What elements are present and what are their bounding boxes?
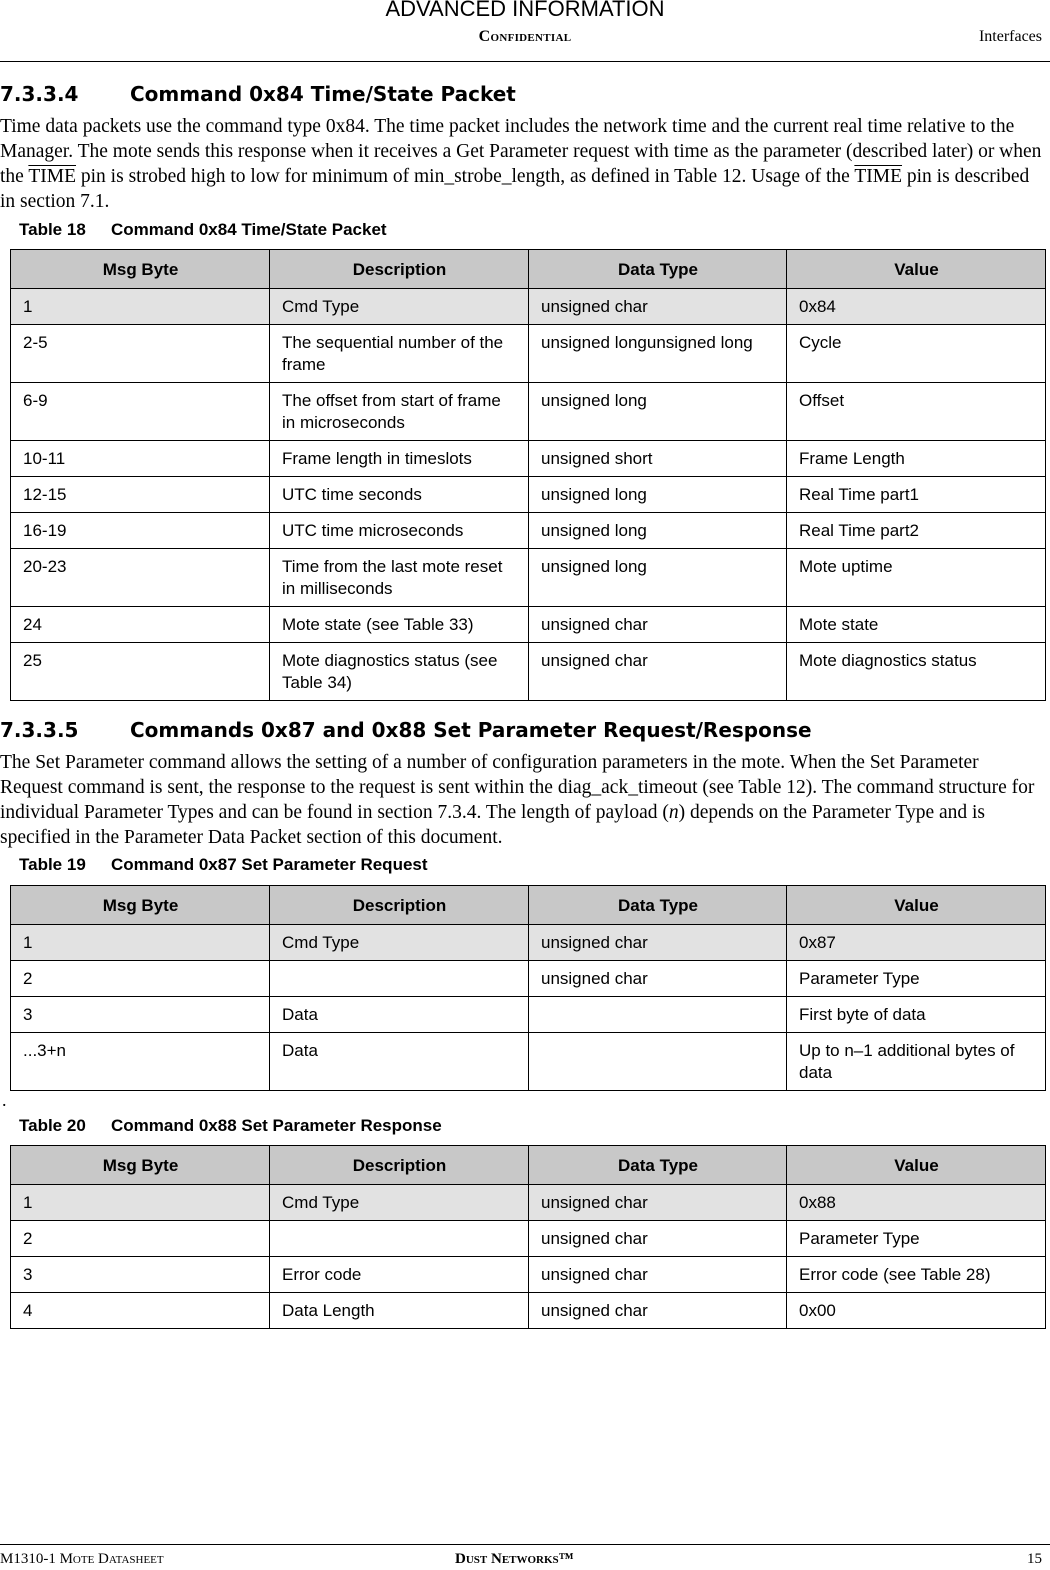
time-pin-name: TIME (854, 166, 903, 187)
table-cell: 0x87 (787, 925, 1046, 961)
table-cell: 1 (11, 1185, 270, 1221)
table-title: Command 0x88 Set Parameter Response (111, 1116, 442, 1135)
confidential-label: Confidential (478, 28, 572, 45)
section-number: 7.3.3.5 (0, 718, 79, 742)
column-header: Msg Byte (11, 886, 270, 925)
table-cell: unsigned char (529, 643, 787, 701)
table-20 (10, 1145, 1046, 1329)
table-title: Command 0x87 Set Parameter Request (111, 855, 428, 874)
table-cell: 6-9 (11, 383, 270, 441)
table-cell: 0x84 (787, 289, 1046, 325)
table-row (11, 643, 1046, 701)
table-cell: Mote diagnostics status (787, 643, 1046, 701)
table-cell: The sequential number of the frame (270, 325, 529, 383)
column-header: Description (270, 886, 529, 925)
table-cell: Cmd Type (270, 1185, 529, 1221)
table-row (11, 1185, 1046, 1221)
table-cell: unsigned long (529, 549, 787, 607)
table-cell: unsigned char (529, 925, 787, 961)
table-cell: Mote state (787, 607, 1046, 643)
table-row (11, 383, 1046, 441)
table-cell: 0x88 (787, 1185, 1046, 1221)
table-cell: Cmd Type (270, 925, 529, 961)
table-cell: unsigned char (529, 289, 787, 325)
table-cell: 25 (11, 643, 270, 701)
column-header: Value (787, 250, 1046, 289)
section-heading-7-3-3-4 (0, 82, 516, 106)
page-number: 15 (1027, 1551, 1042, 1567)
table-cell (270, 1221, 529, 1257)
table-row (11, 1257, 1046, 1293)
table-cell: unsigned short (529, 441, 787, 477)
table-row (11, 441, 1046, 477)
table-cell: Mote state (see Table 33) (270, 607, 529, 643)
table-cell: Time from the last mote reset in milliseconds (270, 549, 529, 607)
table-number: Table 18 (19, 220, 86, 239)
column-header: Msg Byte (11, 250, 270, 289)
table-cell: unsigned char (529, 1257, 787, 1293)
table-cell: Offset (787, 383, 1046, 441)
column-header: Data Type (529, 1146, 787, 1185)
column-header: Description (270, 250, 529, 289)
table-cell: Parameter Type (787, 961, 1046, 997)
table-cell (529, 997, 787, 1033)
footer-rule (0, 1544, 1050, 1545)
column-header: Value (787, 886, 1046, 925)
table-cell: unsigned long (529, 477, 787, 513)
table-row (11, 1293, 1046, 1329)
table-cell: 3 (11, 997, 270, 1033)
column-header: Msg Byte (11, 1146, 270, 1185)
table-row (11, 607, 1046, 643)
table-cell: 0x00 (787, 1293, 1046, 1329)
table-cell: 24 (11, 607, 270, 643)
table-cell: unsigned char (529, 607, 787, 643)
table-cell: 2 (11, 1221, 270, 1257)
table-cell: unsigned longunsigned long (529, 325, 787, 383)
table-cell: Parameter Type (787, 1221, 1046, 1257)
table-cell: 12-15 (11, 477, 270, 513)
column-header: Data Type (529, 250, 787, 289)
section-heading-7-3-3-5 (0, 718, 812, 742)
table-row (11, 925, 1046, 961)
table-title: Command 0x84 Time/State Packet (111, 220, 387, 239)
paragraph-text: The Set Parameter command allows the setting of a number of configuration parameters in the mote. When the Set Parameter Request command is sent, the response to the request is sent within the diag_ack_timeout (see Table 12). The command structure for individual Parameter Types and can be found in section 7.3.4. The length of payload ( (0, 752, 1035, 823)
time-pin-name: TIME (28, 166, 77, 187)
table-cell: Data (270, 997, 529, 1033)
table-number: Table 19 (19, 855, 86, 874)
section-title: Commands 0x87 and 0x88 Set Parameter Request/Response (130, 718, 812, 742)
table-cell: Real Time part2 (787, 513, 1046, 549)
table-caption-19 (19, 855, 428, 875)
section-number: 7.3.3.4 (0, 82, 79, 106)
table-cell: unsigned long (529, 513, 787, 549)
table-cell: 1 (11, 925, 270, 961)
table-row (11, 477, 1046, 513)
table-row (11, 325, 1046, 383)
table-cell: Cmd Type (270, 289, 529, 325)
table-row (11, 961, 1046, 997)
table-cell: 10-11 (11, 441, 270, 477)
table-cell: Cycle (787, 325, 1046, 383)
table-cell: unsigned char (529, 961, 787, 997)
column-header: Value (787, 1146, 1046, 1185)
table-cell (270, 961, 529, 997)
table-cell: Data Length (270, 1293, 529, 1329)
table-cell: Mote uptime (787, 549, 1046, 607)
column-header: Data Type (529, 886, 787, 925)
table-cell: 1 (11, 289, 270, 325)
table-header-row (11, 250, 1046, 289)
table-cell: 2-5 (11, 325, 270, 383)
section-title: Command 0x84 Time/State Packet (130, 82, 516, 106)
table-cell: Data (270, 1033, 529, 1091)
table-header-row (11, 886, 1046, 925)
table-cell: UTC time seconds (270, 477, 529, 513)
table-row (11, 1221, 1046, 1257)
table-cell: Frame Length (787, 441, 1046, 477)
table-cell: The offset from start of frame in microseconds (270, 383, 529, 441)
table-cell: ...3+n (11, 1033, 270, 1091)
section-paragraph (0, 750, 1046, 850)
table-cell: 20-23 (11, 549, 270, 607)
table-row (11, 1033, 1046, 1091)
table-cell: unsigned char (529, 1185, 787, 1221)
footer-company: Dust Networks™ (455, 1551, 574, 1567)
table-row (11, 997, 1046, 1033)
running-header-section: Interfaces (978, 28, 1042, 45)
table-cell: Error code (270, 1257, 529, 1293)
advanced-information-banner: ADVANCED INFORMATION (385, 0, 665, 21)
table-number: Table 20 (19, 1116, 86, 1135)
table-cell: 3 (11, 1257, 270, 1293)
table-row (11, 549, 1046, 607)
paragraph-text: pin is described in section 7.1. (0, 166, 1030, 212)
table-19 (10, 885, 1046, 1091)
table-cell: unsigned char (529, 1221, 787, 1257)
paragraph-text: Time data packets use the command type 0x84. The time packet includes the network time and the current real time relative to the Manager. The mote sends this response when it receives a Get Parameter request with time as the parameter (described later) or when the (0, 116, 1042, 187)
table-cell: 2 (11, 961, 270, 997)
table-cell: Frame length in timeslots (270, 441, 529, 477)
header-rule (0, 61, 1050, 62)
table-cell: Error code (see Table 28) (787, 1257, 1046, 1293)
paragraph-text: pin is strobed high to low for minimum of min_strobe_length, as defined in Table 12. Usage of the (76, 166, 855, 187)
payload-length-var: n (668, 802, 679, 823)
table-cell: 4 (11, 1293, 270, 1329)
paragraph-text: ) depends on the Parameter Type and is specified in the Parameter Data Packet section of this document. (0, 802, 986, 848)
footer-document-title: M1310-1 Mote Datasheet (0, 1551, 164, 1567)
separator-dot: . (2, 1090, 7, 1110)
table-row (11, 513, 1046, 549)
table-cell: UTC time microseconds (270, 513, 529, 549)
table-cell: First byte of data (787, 997, 1046, 1033)
table-cell: Up to n–1 additional bytes of data (787, 1033, 1046, 1091)
column-header: Description (270, 1146, 529, 1185)
table-cell (529, 1033, 787, 1091)
table-cell: Mote diagnostics status (see Table 34) (270, 643, 529, 701)
table-cell: unsigned long (529, 383, 787, 441)
table-caption-18 (19, 220, 387, 240)
section-paragraph (0, 114, 1046, 214)
table-18 (10, 249, 1046, 701)
table-header-row (11, 1146, 1046, 1185)
table-cell: unsigned char (529, 1293, 787, 1329)
table-caption-20 (19, 1116, 442, 1136)
table-row (11, 289, 1046, 325)
table-cell: 16-19 (11, 513, 270, 549)
table-cell: Real Time part1 (787, 477, 1046, 513)
